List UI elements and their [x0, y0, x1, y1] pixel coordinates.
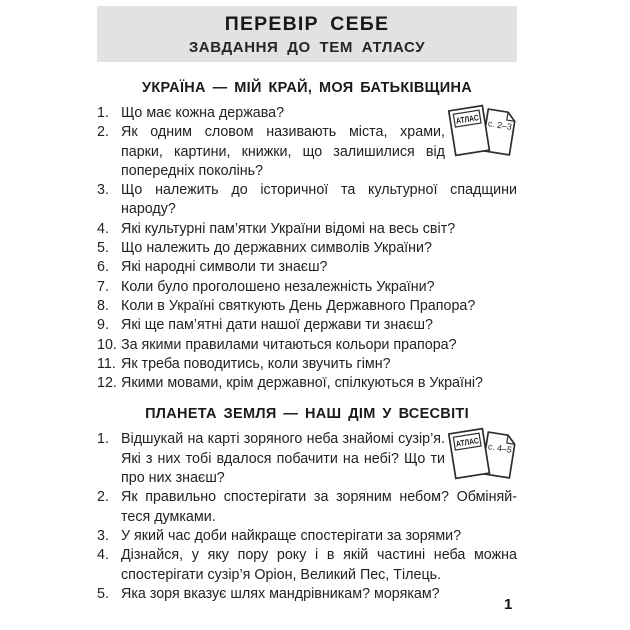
question-number: 5.: [97, 240, 109, 257]
question-item: [97, 488, 517, 527]
atlas-pages-label: с. 4–5: [487, 441, 513, 456]
question-number: 6.: [97, 259, 109, 276]
question-number: 10.: [97, 336, 117, 353]
question-text: Які культурні пам’ятки України відомі на весь світ?: [121, 220, 456, 237]
question-item: [97, 585, 517, 604]
atlas-title-label: АТЛАС: [455, 112, 485, 126]
section-heading: УКРАЇНА — МІЙ КРАЙ, МОЯ БАТЬКІВЩИНА: [142, 80, 472, 96]
question-item: [97, 278, 517, 297]
question-item: [97, 239, 517, 258]
question-item: [97, 374, 517, 393]
header-banner: [97, 6, 517, 62]
question-text: Як треба поводитись, коли звучить гімн?: [121, 355, 391, 372]
question-number: 8.: [97, 297, 109, 314]
question-number: 1.: [97, 431, 109, 448]
question-text: Які народні символи ти знаєш?: [121, 259, 328, 276]
question-item: [97, 527, 517, 546]
question-text: Як одним словом називають міста, храми, парки, картини, книжки, що залишилися від попередніх поколінь?: [121, 124, 445, 179]
question-text: Коли було проголошено незалежність України?: [121, 278, 435, 295]
question-item: [97, 258, 517, 277]
page-number: 1: [504, 596, 513, 613]
question-number: 12.: [97, 375, 117, 392]
question-number: 4.: [97, 547, 109, 564]
question-text: Як правильно спостерігати за зоряним небом? Обміняйтеся думками.: [121, 489, 517, 525]
question-number: 11.: [97, 355, 116, 372]
question-number: 7.: [97, 278, 109, 295]
question-item: [97, 355, 517, 374]
atlas-pages-label: с. 2–3: [487, 118, 513, 132]
question-text: Коли в Україні святкують День Державного Прапора?: [121, 297, 476, 314]
question-number: 4.: [97, 220, 109, 237]
question-number: 5.: [97, 585, 109, 602]
question-item: [97, 430, 517, 488]
question-number: 2.: [97, 124, 109, 141]
question-number: 9.: [97, 317, 109, 334]
question-number: 3.: [97, 182, 109, 199]
page-title: ПЕРЕВІР СЕБЕ: [224, 12, 390, 35]
content: [97, 79, 517, 604]
question-text: У який час доби найкраще спостерігати за зорями?: [121, 527, 462, 544]
question-text: Що має кожна держава?: [121, 105, 285, 121]
question-text: Відшукай на карті зоряного неба знайомі сузір’я. Які з них тобі вдалося побачити на небі? Що ти про них знаєш?: [121, 431, 445, 487]
question-text: Яка зоря вказує шлях мандрівникам? морякам?: [121, 585, 440, 602]
section-heading: ПЛАНЕТА ЗЕМЛЯ — НАШ ДІМ У ВСЕСВІТІ: [145, 406, 469, 423]
question-item: [97, 181, 517, 220]
question-item: [97, 297, 517, 316]
question-text: Дізнайся, у яку пору року і в якій частині неба можна спостерігати сузір’я Оріон, Великий Пес, Тілець.: [121, 547, 517, 583]
question-text: Якими мовами, крім державної, спілкуються в Україні?: [121, 375, 483, 392]
question-item: [97, 546, 517, 585]
page-subtitle: ЗАВДАННЯ ДО ТЕМ АТЛАСУ: [188, 38, 426, 56]
question-item: [97, 123, 517, 181]
question-text: Що належить до державних символів України?: [121, 240, 432, 257]
question-number: 3.: [97, 527, 109, 544]
section-ukraine-my-land: [97, 79, 517, 393]
question-number: 2.: [97, 489, 109, 506]
question-number: 1.: [97, 105, 109, 121]
question-text: За якими правилами читаються кольори прапора?: [121, 336, 457, 353]
question-item: [97, 316, 517, 335]
section-planet-earth: [97, 405, 517, 604]
question-text: Що належить до історичної та культурної спадщини народу?: [121, 182, 517, 218]
atlas-title-label: АТЛАС: [455, 435, 485, 450]
question-text: Які ще пам’ятні дати нашої держави ти знаєш?: [121, 317, 433, 334]
question-item: [97, 336, 517, 355]
question-item: [97, 220, 517, 239]
